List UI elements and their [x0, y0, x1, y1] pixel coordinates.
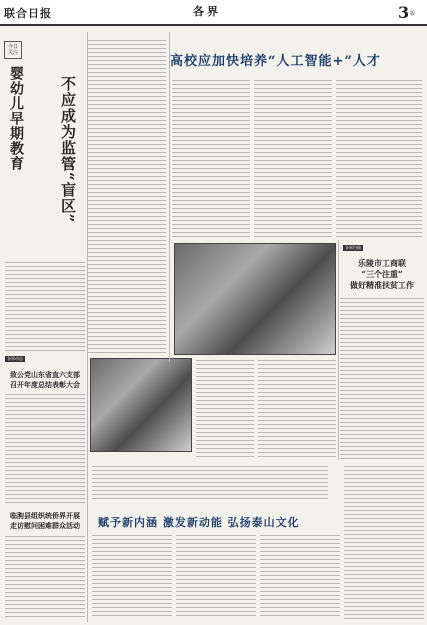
left-article-body-2: [88, 40, 166, 356]
left-bottom-body: [5, 536, 85, 620]
left-mid-headline: 致公党山东省直六支部 召开年度总结表彰大会: [10, 370, 80, 389]
center-body-2: [196, 360, 254, 460]
bottom-col-1: [92, 535, 172, 619]
bottom-headline: 赋予新内涵 激发新动能 弘扬泰山文化: [98, 516, 300, 529]
right-headline: 乐陵市工商联 “三个注重” 做好精准扶贫工作: [350, 258, 414, 290]
main-article-col-2: [254, 80, 332, 238]
intro-band: [92, 466, 328, 500]
left-article-body: [5, 262, 85, 352]
kicker-text: 今日 关注: [7, 44, 18, 56]
second-photo: [90, 358, 192, 452]
center-body-3: [258, 360, 336, 460]
main-article-col-3: [336, 80, 422, 238]
main-headline: 高校应加快培养“人工智能+”人才: [170, 54, 381, 69]
column-rule: [169, 32, 170, 362]
left-mid-body: [5, 394, 85, 504]
main-photo: [174, 243, 336, 355]
column-rule: [338, 240, 339, 460]
newspaper-logo: 联合日报: [4, 7, 52, 20]
bottom-col-3: [260, 535, 340, 619]
bottom-col-4: [344, 466, 424, 619]
main-article-col-1: [172, 80, 250, 238]
right-section-tag: 各界扫描: [345, 245, 361, 250]
left-headline-sub: 婴幼儿早期教育: [8, 66, 24, 171]
page-label: 版: [410, 11, 416, 17]
bottom-col-2: [176, 535, 256, 619]
left-headline-main: 不应成为监管“盲区”: [59, 76, 77, 224]
left-bottom-headline: 临朐县组织统侨界开展 走访慰问困难群众活动: [10, 511, 80, 530]
right-article-body: [340, 298, 424, 460]
column-rule: [87, 32, 88, 622]
section-title: 各界: [193, 5, 221, 18]
left-mid-section-tag: 各界动态: [7, 356, 23, 361]
kicker-badge: [4, 41, 22, 59]
page-number: 3: [398, 3, 410, 22]
